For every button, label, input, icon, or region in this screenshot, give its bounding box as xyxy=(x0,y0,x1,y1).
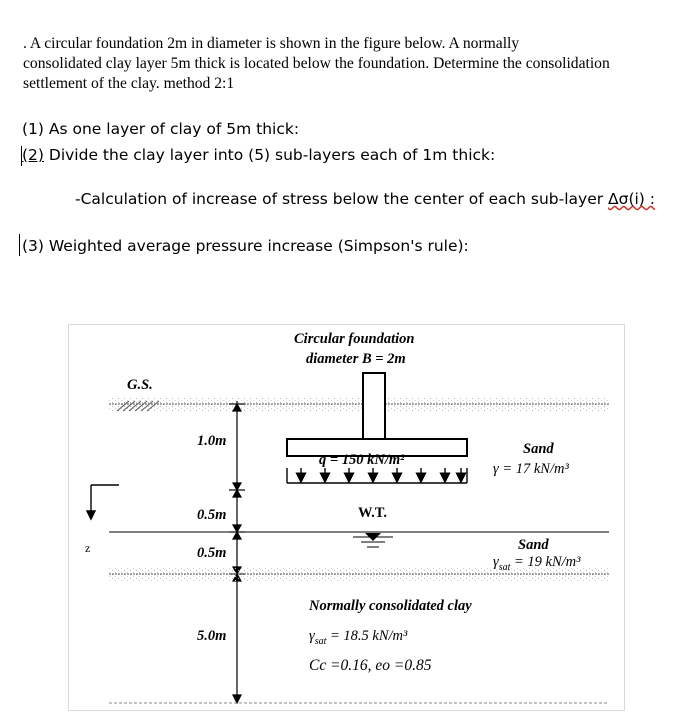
clay-gamma xyxy=(309,628,407,647)
delta-sigma-symbol: Δσ(i) : xyxy=(608,190,656,208)
text-cursor-mark xyxy=(21,146,22,166)
problem-line-2: consolidated clay layer 5m thick is located below the foundation. Determine the consolidation xyxy=(23,55,610,72)
problem-line-1: . A circular foundation 2m in diameter is shown in the figure below. A normally xyxy=(23,35,520,52)
depth-label-3: 0.5m xyxy=(197,545,227,561)
part-2-sub xyxy=(75,190,655,208)
z-axis-arrow xyxy=(87,485,119,519)
sand-gamma-2-symbol: γ xyxy=(493,554,499,570)
sand-label-2: Sand xyxy=(518,537,549,553)
z-label: z xyxy=(85,541,91,555)
part-2-text: Divide the clay layer into (5) sub-layers each of 1m thick: xyxy=(43,146,496,164)
problem-line-3: settlement of the clay. method 2:1 xyxy=(23,75,235,92)
sand-gamma-2-value: = 19 kN/m³ xyxy=(510,554,581,570)
clay-params: Cc =0.16, eo =0.85 xyxy=(309,657,432,674)
depth-label-4: 5.0m xyxy=(197,628,227,644)
clay-label: Normally consolidated clay xyxy=(309,598,472,614)
clay-gamma-value: = 18.5 kN/m³ xyxy=(326,628,408,644)
text-cursor-mark-2 xyxy=(19,234,20,256)
clay-gamma-symbol: γ xyxy=(309,628,315,644)
part-2-sub-text: -Calculation of increase of stress below the center of each sub-layer xyxy=(75,190,609,208)
ground-surface-band xyxy=(109,397,609,411)
depth-label-2: 0.5m xyxy=(197,507,227,523)
gs-label: G.S. xyxy=(127,377,153,393)
load-label: q = 150 kN/m² xyxy=(319,452,405,468)
part-3: (3) Weighted average pressure increase (Simpson's rule): xyxy=(22,237,469,255)
sand-gamma-2 xyxy=(493,554,581,573)
sand-gamma-1: γ = 17 kN/m³ xyxy=(493,461,569,477)
clay-gamma-sub: sat xyxy=(314,635,327,647)
problem-statement xyxy=(23,34,693,94)
part-2 xyxy=(22,146,495,164)
soil-profile-figure xyxy=(68,324,625,711)
part-2-number: (2) xyxy=(22,146,44,164)
water-table-label: W.T. xyxy=(358,505,388,521)
depth-label-1: 1.0m xyxy=(197,433,227,449)
sand-gamma-2-sub: sat xyxy=(498,561,511,573)
figure-title-1: Circular foundation xyxy=(294,331,415,347)
part-1: (1) As one layer of clay of 5m thick: xyxy=(22,120,300,138)
depth-dimension-line xyxy=(229,401,245,703)
sand-label-1: Sand xyxy=(523,441,554,457)
figure-title-2: diameter B = 2m xyxy=(306,351,406,367)
load-arrows xyxy=(287,468,467,483)
